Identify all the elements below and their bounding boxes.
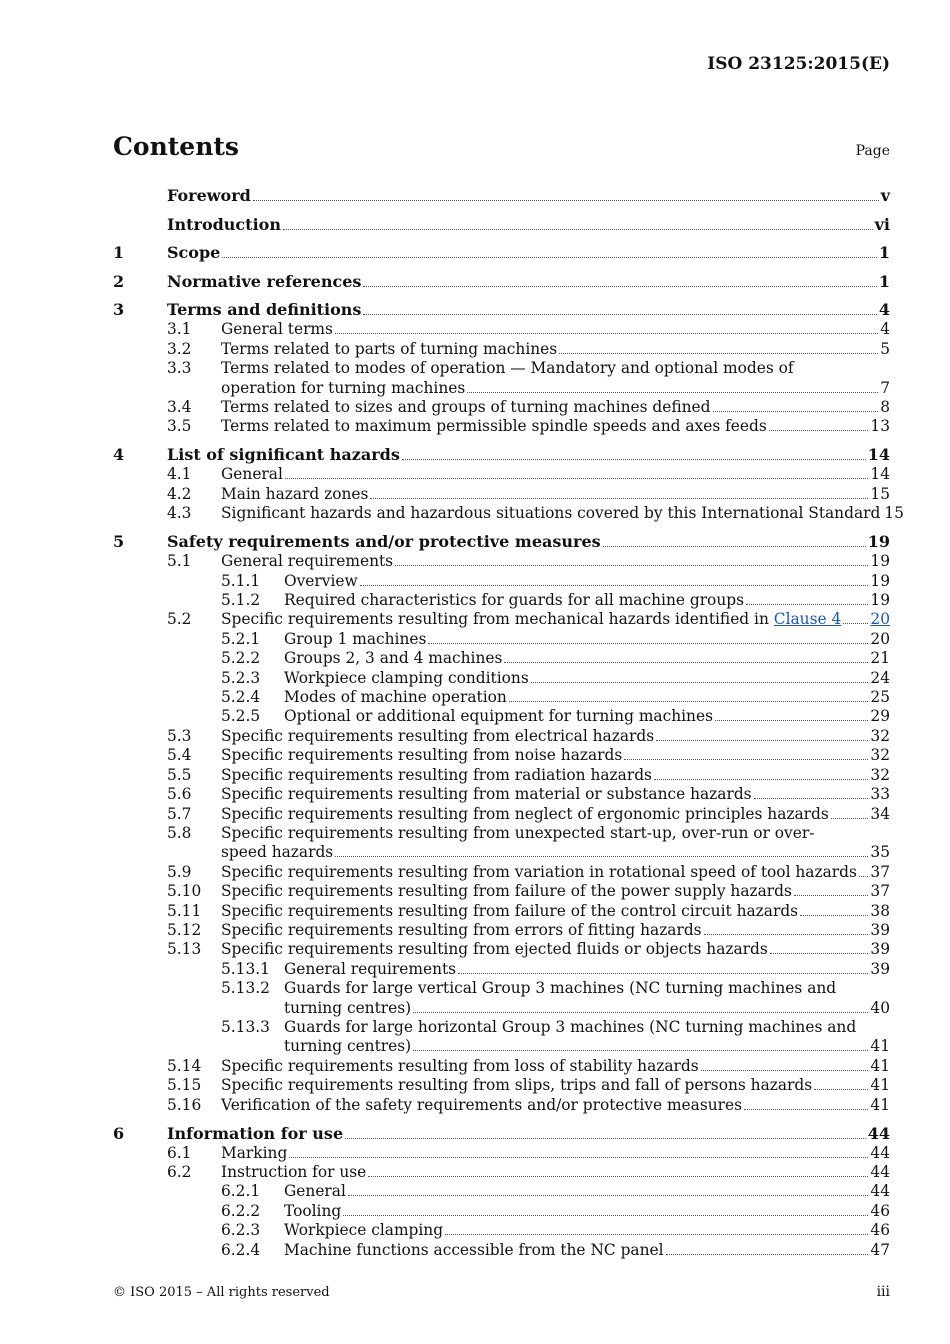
toc-number: 5.3 [167, 726, 192, 745]
toc-title: Marking [221, 1143, 288, 1162]
toc-title: Normative references [167, 271, 362, 291]
toc-page-link[interactable]: 20 [870, 610, 890, 629]
toc-entry[interactable] [113, 882, 890, 901]
toc-number: 6 [113, 1123, 125, 1143]
dot-leader [467, 392, 878, 393]
toc-number: 5.6 [167, 785, 192, 804]
toc-number: 6.2.3 [221, 1221, 261, 1240]
dot-leader [504, 662, 868, 663]
toc-page-number: 33 [870, 785, 890, 804]
toc-entry[interactable] [113, 1221, 890, 1240]
toc-entry[interactable] [113, 340, 890, 359]
dot-leader [701, 1070, 869, 1071]
toc-title: Main hazard zones [221, 484, 369, 503]
toc-page-number: 39 [870, 920, 890, 939]
toc-page-number: 29 [870, 707, 890, 726]
toc-entry[interactable] [113, 320, 890, 339]
toc-page-number: 32 [870, 746, 890, 765]
toc-number: 4.2 [167, 484, 192, 503]
toc-entry[interactable] [113, 1124, 890, 1144]
dot-leader [656, 740, 868, 741]
toc-title: Specific requirements resulting from loss of stability hazards [221, 1056, 699, 1075]
dot-leader [368, 1176, 868, 1177]
dot-leader [285, 478, 869, 479]
toc-page-number: 14 [870, 465, 890, 484]
toc-entry[interactable] [113, 979, 890, 998]
toc-title: Optional or additional equipment for turning machines [284, 707, 713, 726]
dot-leader [335, 333, 878, 334]
toc-title: List of significant hazards [167, 445, 400, 465]
toc-number: 5.1 [167, 552, 192, 571]
toc-page-number: 20 [870, 629, 890, 648]
toc-page-number: 46 [870, 1221, 890, 1240]
toc-entry[interactable] [113, 746, 890, 765]
toc-title: Guards for large vertical Group 3 machines (NC turning machines and [284, 979, 837, 998]
dot-leader [343, 1215, 868, 1216]
toc-entry[interactable] [113, 707, 890, 726]
toc-entry[interactable] [113, 669, 890, 688]
toc-page-number: 32 [870, 726, 890, 745]
toc-number: 5.9 [167, 862, 192, 881]
toc-number: 3.1 [167, 320, 192, 339]
toc-title: Tooling [284, 1201, 342, 1220]
toc-entry[interactable] [113, 610, 890, 629]
toc-entry[interactable] [113, 532, 890, 552]
dot-leader [713, 411, 879, 412]
dot-leader [831, 818, 869, 819]
toc-page-number: 41 [870, 1095, 890, 1114]
toc-entry[interactable] [113, 1182, 890, 1201]
toc-title: Workpiece clamping conditions [284, 668, 529, 687]
toc-title: Modes of machine operation [284, 688, 507, 707]
page-column-label: Page [855, 143, 890, 159]
toc-entry[interactable] [113, 445, 890, 465]
toc-title: Specific requirements resulting from unexpected start-up, over-run or over- [221, 823, 815, 842]
toc-title: General terms [221, 320, 333, 339]
toc-title: Specific requirements resulting from ejected fluids or objects hazards [221, 940, 768, 959]
table-of-contents [113, 186, 904, 1260]
toc-entry[interactable] [113, 1076, 890, 1095]
toc-entry[interactable] [113, 805, 890, 824]
dot-leader [704, 934, 869, 935]
toc-title: Terms related to modes of operation — Mandatory and optional modes of [221, 359, 794, 378]
toc-entry[interactable] [113, 863, 890, 882]
toc-title: Instruction for use [221, 1163, 367, 1181]
toc-entry-continuation[interactable] [113, 1037, 890, 1056]
dot-leader [458, 973, 868, 974]
toc-number: 5.15 [167, 1076, 202, 1095]
toc-number: 1 [113, 243, 125, 263]
toc-page-number: 46 [870, 1201, 890, 1220]
toc-number: 4.3 [167, 504, 192, 523]
dot-leader [509, 701, 869, 702]
toc-title: General [221, 465, 283, 484]
toc-entry[interactable] [113, 824, 890, 843]
dot-leader [859, 876, 869, 877]
toc-page-number: 15 [884, 504, 904, 523]
toc-entry[interactable] [113, 215, 890, 235]
toc-number: 5.4 [167, 746, 192, 765]
toc-entry[interactable] [113, 649, 890, 668]
toc-number: 5.1.2 [221, 591, 261, 610]
toc-number: 5.13 [167, 940, 202, 959]
toc-title: Group 1 machines [284, 629, 427, 648]
toc-entry[interactable] [113, 630, 890, 649]
toc-number: 5.12 [167, 920, 202, 939]
toc-number: 6.2.4 [221, 1240, 261, 1259]
toc-entry[interactable] [113, 485, 890, 504]
toc-entry[interactable] [113, 688, 890, 707]
toc-title: Specific requirements resulting from mechanical hazards identified in [221, 610, 769, 629]
toc-page-number: 15 [870, 484, 890, 503]
toc-title: Groups 2, 3 and 4 machines [284, 649, 503, 668]
toc-title: Workpiece clamping [284, 1221, 444, 1240]
toc-title: Safety requirements and/or protective measures [167, 532, 601, 552]
toc-title: Terms related to sizes and groups of turning machines defined [221, 398, 711, 416]
dot-leader [794, 895, 869, 896]
toc-entry[interactable] [113, 1163, 890, 1182]
toc-entry[interactable] [113, 359, 890, 378]
toc-title: Specific requirements resulting from neglect of ergonomic principles hazards [221, 804, 829, 823]
toc-title: General requirements [284, 959, 457, 978]
dot-leader [283, 229, 873, 230]
toc-entry[interactable] [113, 727, 890, 746]
dot-leader [715, 720, 868, 721]
toc-entry[interactable] [113, 1241, 890, 1260]
page-number: iii [876, 1284, 890, 1300]
toc-entry[interactable] [113, 1096, 890, 1115]
toc-title: Significant hazards and hazardous situations covered by this International Standard [221, 504, 881, 523]
toc-entry[interactable] [113, 902, 890, 921]
dot-leader [413, 1012, 868, 1013]
toc-page-number: 40 [870, 998, 890, 1017]
toc-title: Specific requirements resulting from noise hazards [221, 746, 623, 765]
toc-number: 3.4 [167, 398, 192, 416]
toc-title: Terms and definitions [167, 300, 362, 320]
dot-leader [770, 953, 869, 954]
dot-leader [744, 1109, 868, 1110]
toc-entry[interactable] [113, 591, 890, 610]
dot-leader [335, 856, 868, 857]
clause-link[interactable]: Clause 4 [773, 610, 842, 629]
toc-entry-continuation[interactable] [113, 843, 890, 862]
toc-title: Specific requirements resulting from failure of the power supply hazards [221, 882, 792, 901]
toc-entry[interactable] [113, 398, 890, 417]
dot-leader [603, 546, 866, 547]
toc-page-number: 7 [880, 378, 890, 397]
toc-entry[interactable] [113, 921, 890, 940]
dot-leader [360, 585, 869, 586]
toc-title: General requirements [221, 552, 394, 571]
toc-number: 3.2 [167, 339, 192, 358]
toc-title: General [284, 1182, 346, 1201]
toc-page-number: 19 [870, 571, 890, 590]
dot-leader [222, 257, 877, 258]
dot-leader [370, 498, 868, 499]
toc-page-number: 44 [870, 1143, 890, 1162]
toc-title: Guards for large horizontal Group 3 machines (NC turning machines and [284, 1017, 857, 1036]
toc-page-number: 1 [878, 271, 890, 291]
toc-page-number: 1 [878, 243, 890, 263]
toc-page-number: 14 [867, 445, 890, 465]
dot-leader [363, 314, 876, 315]
toc-title: Terms related to maximum permissible spindle speeds and axes feeds [221, 417, 767, 436]
toc-page-number: 37 [870, 862, 890, 881]
toc-page-number: vi [874, 214, 890, 234]
toc-entry[interactable] [113, 504, 904, 523]
toc-title: Specific requirements resulting from material or substance hazards [221, 785, 752, 804]
toc-entry[interactable] [113, 960, 890, 979]
toc-number: 5.2.5 [221, 707, 261, 726]
toc-title-continuation: turning centres) [284, 1037, 412, 1056]
dot-leader [413, 1050, 868, 1051]
toc-page-number: 39 [870, 959, 890, 978]
toc-title-continuation: turning centres) [284, 998, 412, 1017]
toc-page-number: 32 [870, 765, 890, 784]
toc-page-number: 47 [870, 1240, 890, 1259]
toc-number: 3.5 [167, 417, 192, 436]
toc-page-number: 4 [880, 320, 890, 339]
dot-leader [769, 430, 869, 431]
toc-number: 6.2.2 [221, 1201, 261, 1220]
dot-leader [746, 604, 868, 605]
toc-number: 3 [113, 300, 125, 320]
toc-number: 5.5 [167, 765, 192, 784]
toc-entry[interactable] [113, 1018, 890, 1037]
toc-title: Foreword [167, 186, 251, 205]
toc-number: 5.2 [167, 610, 192, 629]
toc-page-number: 44 [870, 1182, 890, 1201]
toc-title: Specific requirements resulting from errors of fitting hazards [221, 920, 702, 939]
contents-title: Contents [113, 132, 240, 161]
toc-number: 5.11 [167, 901, 202, 920]
toc-number: 3.3 [167, 359, 192, 378]
toc-title: Specific requirements resulting from failure of the control circuit hazards [221, 901, 799, 920]
toc-title-continuation: operation for turning machines [221, 378, 466, 397]
toc-number: 4.1 [167, 465, 192, 484]
toc-number: 5.2.3 [221, 668, 261, 687]
toc-entry[interactable] [113, 417, 890, 436]
toc-page-number: 37 [870, 882, 890, 901]
dot-leader [445, 1234, 868, 1235]
toc-page-number: v [880, 186, 890, 205]
toc-number: 5.13.1 [221, 959, 270, 978]
dot-leader [253, 200, 879, 201]
dot-leader [348, 1195, 869, 1196]
toc-page-number: 13 [870, 417, 890, 436]
toc-page-number: 41 [870, 1076, 890, 1095]
toc-page-number: 38 [870, 901, 890, 920]
toc-page-number: 41 [870, 1037, 890, 1056]
toc-entry[interactable] [113, 552, 890, 571]
toc-title: Terms related to parts of turning machines [221, 339, 558, 358]
toc-entry[interactable] [113, 272, 890, 292]
toc-title: Required characteristics for guards for all machine groups [284, 591, 744, 610]
dot-leader [363, 286, 876, 287]
toc-title: Specific requirements resulting from electrical hazards [221, 726, 655, 745]
toc-title-continuation: speed hazards [221, 843, 334, 862]
toc-entry[interactable] [113, 785, 890, 804]
toc-title: Introduction [167, 214, 281, 234]
toc-title: Specific requirements resulting from slips, trips and fall of persons hazards [221, 1076, 813, 1095]
toc-entry[interactable] [113, 572, 890, 591]
dot-leader [531, 682, 869, 683]
toc-entry-continuation[interactable] [113, 999, 890, 1018]
toc-number: 5.2.1 [221, 629, 261, 648]
toc-number: 6.2.1 [221, 1182, 261, 1201]
toc-number: 5.10 [167, 882, 202, 901]
toc-page-number: 19 [867, 532, 890, 552]
toc-number: 5.7 [167, 804, 192, 823]
toc-title: Specific requirements resulting from variation in rotational speed of tool hazards [221, 862, 857, 881]
toc-number: 5.14 [167, 1056, 202, 1075]
toc-page-number: 44 [867, 1123, 890, 1143]
toc-title: Machine functions accessible from the NC panel [284, 1240, 664, 1259]
toc-number: 5 [113, 532, 125, 552]
toc-page-number: 39 [870, 940, 890, 959]
toc-page-number: 4 [878, 300, 890, 320]
toc-page-number: 19 [870, 552, 890, 571]
toc-entry[interactable] [113, 1057, 890, 1076]
toc-number: 2 [113, 271, 125, 291]
dot-leader [402, 459, 866, 460]
toc-page-number: 25 [870, 688, 890, 707]
copyright-notice: © ISO 2015 – All rights reserved [113, 1285, 330, 1300]
toc-title: Verification of the safety requirements and/or protective measures [221, 1095, 743, 1114]
toc-entry[interactable] [113, 465, 890, 484]
toc-entry[interactable] [113, 940, 890, 959]
dot-leader [289, 1157, 868, 1158]
toc-entry-continuation[interactable] [113, 379, 890, 398]
toc-entry[interactable] [113, 243, 890, 263]
toc-number: 5.2.4 [221, 688, 261, 707]
toc-page-number: 44 [870, 1163, 890, 1181]
dot-leader [666, 1254, 869, 1255]
toc-entry[interactable] [113, 186, 890, 206]
toc-page-number: 21 [870, 649, 890, 668]
toc-number: 5.8 [167, 823, 192, 842]
toc-entry[interactable] [113, 766, 890, 785]
toc-page-number: 8 [880, 398, 890, 416]
toc-number: 5.13.2 [221, 979, 270, 998]
dot-leader [345, 1138, 866, 1139]
toc-page-number: 34 [870, 804, 890, 823]
toc-title: Information for use [167, 1123, 344, 1143]
toc-number: 5.13.3 [221, 1017, 270, 1036]
toc-number: 6.2 [167, 1163, 192, 1181]
toc-page-number: 19 [870, 591, 890, 610]
toc-number: 5.16 [167, 1095, 202, 1114]
dot-leader [654, 779, 868, 780]
toc-page-number: 5 [880, 339, 890, 358]
toc-number: 6.1 [167, 1143, 192, 1162]
toc-title: Scope [167, 243, 221, 263]
toc-number: 5.2.2 [221, 649, 261, 668]
dot-leader [814, 1089, 868, 1090]
toc-number: 4 [113, 445, 125, 465]
dot-leader [395, 565, 868, 566]
dot-leader [428, 643, 868, 644]
dot-leader [843, 623, 868, 624]
toc-title: Overview [284, 571, 358, 590]
toc-entry[interactable] [113, 1202, 890, 1221]
document-id: ISO 23125:2015(E) [707, 54, 890, 74]
dot-leader [754, 798, 869, 799]
toc-entry[interactable] [113, 300, 890, 320]
toc-page-number: 24 [870, 668, 890, 687]
toc-page-number: 41 [870, 1056, 890, 1075]
toc-title: Specific requirements resulting from radiation hazards [221, 765, 652, 784]
dot-leader [800, 915, 868, 916]
dot-leader [624, 759, 868, 760]
toc-number: 5.1.1 [221, 571, 261, 590]
dot-leader [559, 353, 878, 354]
toc-page-number: 35 [870, 843, 890, 862]
toc-entry[interactable] [113, 1144, 890, 1163]
